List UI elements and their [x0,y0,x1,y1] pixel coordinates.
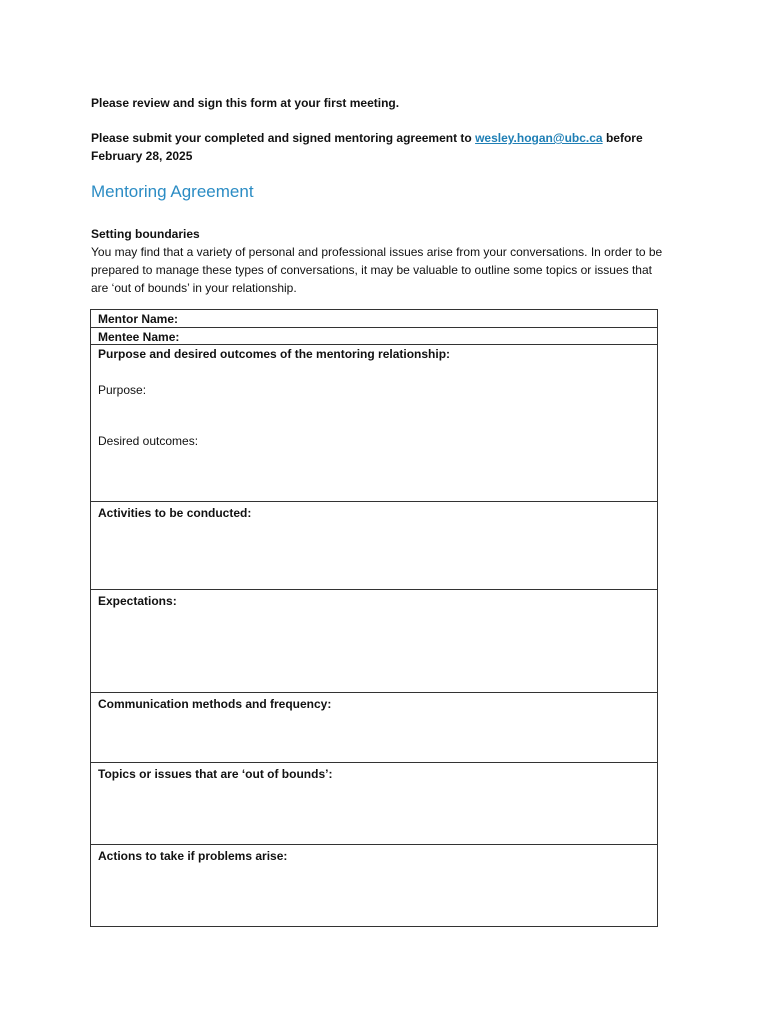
purpose-outcomes-field[interactable] [91,345,657,502]
intro-review-instruction: Please review and sign this form at your first meeting. [91,96,400,110]
desired-outcomes-label: Desired outcomes: [98,434,199,448]
expectations-label: Expectations: [98,594,177,608]
mentee-name-label: Mentee Name: [98,330,180,344]
mentee-name-field[interactable] [91,328,657,345]
out-of-bounds-topics-field[interactable] [91,763,657,845]
purpose-outcomes-label: Purpose and desired outcomes of the mentoring relationship: [98,347,451,361]
email-link[interactable]: wesley.hogan@ubc.ca [475,131,603,145]
boundaries-body: You may find that a variety of personal and professional issues arise from your conversations. In order to be prepared to manage these types of conversations, it may be valuable to outline some topics or issues that are ‘out of bounds’ in your relationship. [91,245,663,295]
communication-field[interactable] [91,693,657,763]
submit-text-prefix: Please submit your completed and signed mentoring agreement to [91,131,476,145]
out-of-bounds-topics-label: Topics or issues that are ‘out of bounds’: [98,767,333,781]
boundaries-heading: Setting boundaries [91,227,200,241]
agreement-form-table [90,309,658,927]
problem-actions-field[interactable] [91,845,657,926]
mentor-name-label: Mentor Name: [98,312,179,326]
mentor-name-field[interactable] [91,310,657,328]
activities-label: Activities to be conducted: [98,506,252,520]
purpose-label: Purpose: [98,383,147,397]
communication-label: Communication methods and frequency: [98,697,332,711]
activities-field[interactable] [91,502,657,590]
expectations-field[interactable] [91,590,657,693]
problem-actions-label: Actions to take if problems arise: [98,849,288,863]
page-title: Mentoring Agreement [91,182,254,201]
submit-text-suffix: before February 28, 2025 [91,131,643,163]
intro-submit-instruction [91,129,671,165]
document-page [91,94,671,297]
